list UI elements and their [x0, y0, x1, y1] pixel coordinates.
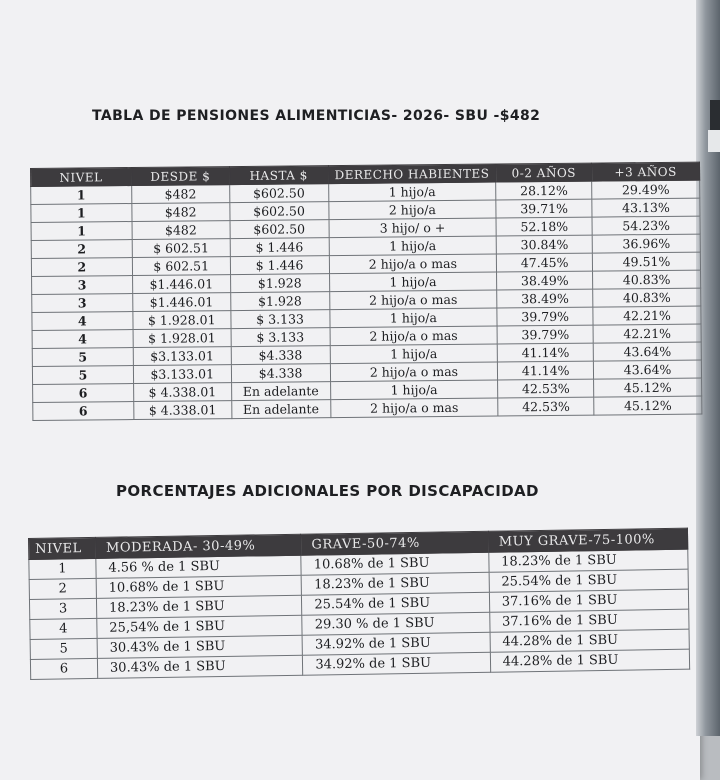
pension-cell-derecho-habientes: 1 hijo/a [328, 182, 496, 202]
disability-cell-nivel: 4 [30, 618, 97, 639]
disability-cell-muy-grave: 37.16% de 1 SBU [489, 589, 689, 612]
disability-cell-moderada: 18.23% de 1 SBU [96, 595, 302, 618]
pension-header-derecho-habientes: DERECHO HABIENTES [328, 164, 496, 184]
pension-cell-desde: $1.446.01 [132, 275, 230, 294]
pension-cell-nivel: 3 [32, 276, 133, 295]
disability-cell-moderada: 10.68% de 1 SBU [96, 575, 302, 598]
pension-cell-hasta: $1.928 [230, 274, 329, 293]
disability-cell-moderada: 4.56 % de 1 SBU [96, 555, 302, 578]
pension-cell-nivel: 1 [31, 204, 132, 223]
pension-cell-desde: $3.133.01 [133, 347, 231, 366]
pension-cell-age-3-plus: 43.64% [594, 360, 702, 379]
pension-cell-derecho-habientes: 3 hijo/ o + [329, 218, 497, 238]
pension-header-desde: DESDE $ [131, 167, 229, 186]
pension-cell-nivel: 5 [32, 366, 133, 385]
pension-cell-age-3-plus: 29.49% [592, 180, 700, 199]
disability-cell-grave: 25.54% de 1 SBU [302, 592, 490, 615]
pension-cell-derecho-habientes: 1 hijo/a [329, 236, 497, 256]
pension-cell-desde: $ 602.51 [132, 239, 230, 258]
pension-cell-age-0-2: 41.14% [498, 361, 594, 380]
disability-cell-nivel: 3 [29, 598, 96, 619]
pension-cell-age-3-plus: 40.83% [593, 270, 701, 289]
pension-cell-age-3-plus: 45.12% [594, 378, 702, 397]
disability-cell-muy-grave: 18.23% de 1 SBU [488, 549, 688, 572]
disability-header-muy-grave: MUY GRAVE-75-100% [488, 528, 688, 552]
pension-cell-hasta: $602.50 [229, 184, 328, 203]
disability-cell-grave: 18.23% de 1 SBU [301, 572, 489, 595]
pension-cell-nivel: 1 [31, 186, 132, 205]
pension-cell-hasta: $602.50 [230, 202, 329, 221]
pension-cell-hasta: $602.50 [230, 220, 329, 239]
pension-cell-age-3-plus: 43.64% [593, 342, 701, 361]
pension-cell-derecho-habientes: 2 hijo/a o mas [329, 254, 497, 274]
pension-cell-derecho-habientes: 1 hijo/a [330, 344, 498, 364]
disability-cell-muy-grave: 44.28% de 1 SBU [490, 629, 690, 652]
pension-cell-derecho-habientes: 1 hijo/a [329, 272, 497, 292]
pension-cell-age-0-2: 28.12% [496, 181, 592, 200]
pension-cell-age-3-plus: 36.96% [592, 234, 700, 253]
disability-cell-muy-grave: 44.28% de 1 SBU [490, 649, 690, 672]
disability-cell-grave: 29.30 % de 1 SBU [302, 612, 490, 635]
pension-cell-desde: $482 [132, 203, 230, 222]
pension-cell-desde: $ 4.338.01 [134, 401, 232, 420]
pension-cell-age-3-plus: 42.21% [593, 306, 701, 325]
disability-header-nivel: NIVEL [29, 537, 96, 559]
edge-shadow [710, 100, 720, 130]
pension-header-hasta: HASTA $ [229, 166, 328, 185]
pension-table-title: TABLA DE PENSIONES ALIMENTICIAS- 2026- SBU -$482 [92, 108, 541, 124]
pension-cell-desde: $3.133.01 [133, 365, 231, 384]
pension-cell-desde: $ 1.928.01 [133, 311, 231, 330]
pension-cell-nivel: 6 [33, 402, 134, 421]
pension-cell-age-0-2: 38.49% [497, 289, 593, 308]
pension-cell-derecho-habientes: 1 hijo/a [329, 308, 497, 328]
pension-cell-age-0-2: 42.53% [498, 379, 594, 398]
pension-cell-hasta: $1.928 [230, 292, 329, 311]
pension-cell-derecho-habientes: 1 hijo/a [330, 380, 498, 400]
pension-cell-hasta: $ 1.446 [230, 256, 329, 275]
pension-cell-age-3-plus: 40.83% [593, 288, 701, 307]
disability-cell-moderada: 30.43% de 1 SBU [97, 655, 303, 678]
pension-cell-nivel: 4 [32, 312, 133, 331]
pension-cell-age-0-2: 39.79% [497, 307, 593, 326]
pension-cell-desde: $482 [131, 185, 229, 204]
disability-cell-nivel: 6 [30, 658, 97, 679]
pension-cell-hasta: $ 3.133 [231, 310, 330, 329]
pension-cell-age-3-plus: 45.12% [594, 396, 702, 415]
pension-cell-hasta: $ 3.133 [231, 328, 330, 347]
disability-cell-nivel: 5 [30, 638, 97, 659]
pension-cell-nivel: 3 [32, 294, 133, 313]
disability-table-title: PORCENTAJES ADICIONALES POR DISCAPACIDAD [116, 482, 539, 500]
pension-cell-derecho-habientes: 2 hijo/a o mas [330, 362, 498, 382]
pension-cell-nivel: 1 [31, 222, 132, 241]
pension-cell-hasta: $4.338 [231, 346, 330, 365]
pension-cell-age-0-2: 47.45% [497, 253, 593, 272]
pension-cell-desde: $ 4.338.01 [133, 383, 231, 402]
pension-cell-derecho-habientes: 2 hijo/a o mas [330, 398, 498, 418]
pension-cell-hasta: En adelante [231, 400, 330, 419]
firm-logo [110, 0, 350, 6]
pension-cell-desde: $ 1.928.01 [133, 329, 231, 348]
pension-cell-age-3-plus: 43.13% [592, 198, 700, 217]
pension-cell-age-3-plus: 42.21% [593, 324, 701, 343]
pension-cell-age-0-2: 52.18% [496, 217, 592, 236]
pension-cell-nivel: 5 [32, 348, 133, 367]
pension-cell-age-0-2: 42.53% [498, 397, 594, 416]
pension-cell-derecho-habientes: 2 hijo/a [328, 200, 496, 220]
pension-cell-desde: $482 [132, 221, 230, 240]
pension-cell-age-0-2: 41.14% [498, 343, 594, 362]
pension-cell-age-0-2: 39.79% [497, 325, 593, 344]
pension-cell-age-3-plus: 49.51% [592, 252, 700, 271]
pension-cell-age-3-plus: 54.23% [592, 216, 700, 235]
pension-table [30, 162, 702, 421]
disability-cell-grave: 34.92% de 1 SBU [302, 632, 490, 655]
pension-cell-hasta: En adelante [231, 382, 330, 401]
disability-cell-moderada: 30.43% de 1 SBU [97, 635, 303, 658]
pension-cell-nivel: 2 [31, 240, 132, 259]
pension-cell-derecho-habientes: 2 hijo/a o mas [330, 326, 498, 346]
pension-cell-derecho-habientes: 2 hijo/a o mas [329, 290, 497, 310]
pension-cell-desde: $ 602.51 [132, 257, 230, 276]
edge-highlight [708, 130, 720, 152]
disability-header-grave: GRAVE-50-74% [301, 531, 489, 555]
pension-cell-age-0-2: 38.49% [497, 271, 593, 290]
disability-cell-muy-grave: 37.16% de 1 SBU [489, 609, 689, 632]
disability-cell-moderada: 25,54% de 1 SBU [97, 615, 303, 638]
disability-cell-nivel: 2 [29, 578, 96, 599]
pension-cell-nivel: 2 [31, 258, 132, 277]
pension-header-age-3-plus: +3 AÑOS [592, 162, 700, 181]
disability-cell-grave: 34.92% de 1 SBU [303, 652, 491, 675]
pension-cell-desde: $1.446.01 [133, 293, 231, 312]
pension-cell-hasta: $ 1.446 [230, 238, 329, 257]
disability-cell-muy-grave: 25.54% de 1 SBU [489, 569, 689, 592]
disability-table [28, 528, 690, 680]
pension-cell-age-0-2: 39.71% [496, 199, 592, 218]
pension-cell-nivel: 6 [33, 384, 134, 403]
disability-cell-grave: 10.68% de 1 SBU [301, 552, 489, 575]
pension-header-nivel: NIVEL [31, 168, 132, 187]
pension-cell-hasta: $4.338 [231, 364, 330, 383]
pension-cell-age-0-2: 30.84% [496, 235, 592, 254]
disability-header-moderada: MODERADA- 30-49% [95, 534, 301, 558]
disability-cell-nivel: 1 [29, 558, 96, 579]
pension-cell-nivel: 4 [32, 330, 133, 349]
pension-header-age-0-2: 0-2 AÑOS [496, 163, 592, 182]
